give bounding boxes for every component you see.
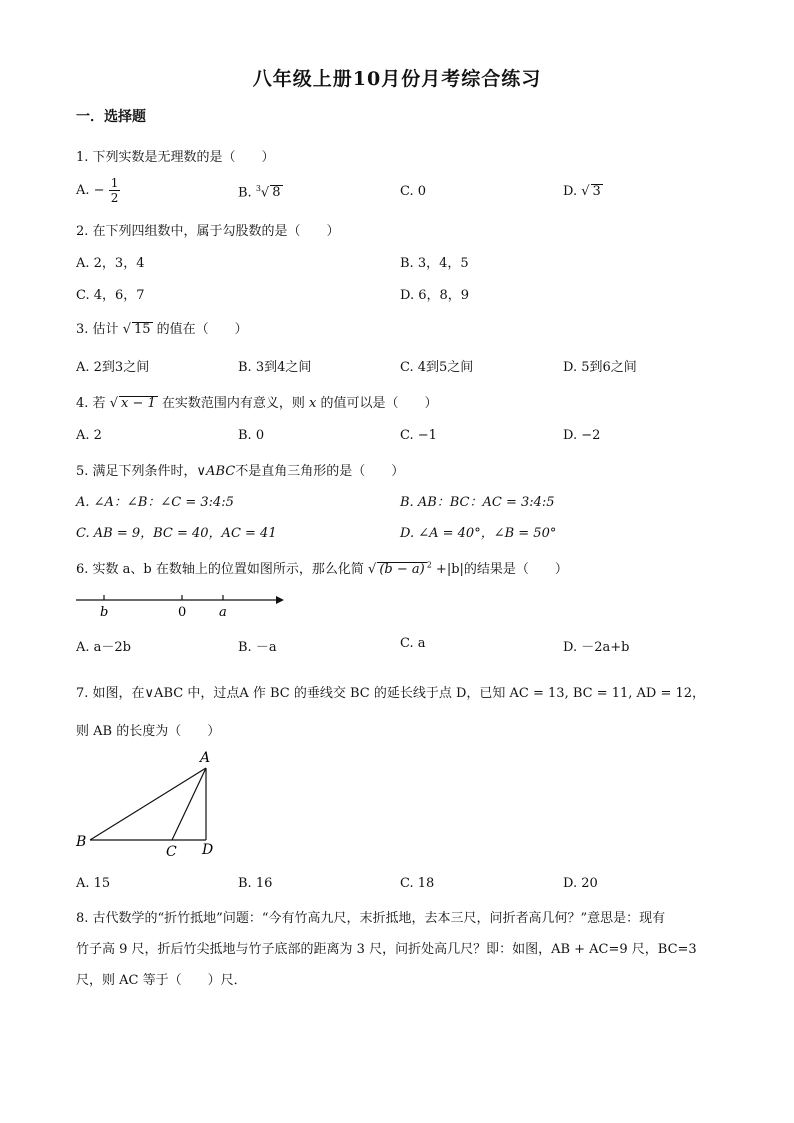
exponent: 2 — [426, 560, 432, 570]
q5-option-b: B. AB：BC：AC = 3:4:5 — [400, 495, 555, 510]
q5-option-c: C. AB = 9，BC = 40，AC = 41 — [76, 526, 277, 541]
radical-sign: √ — [109, 396, 118, 411]
question-2-stem: 2. 在下列四组数中，属于勾股数的是（ ） — [76, 224, 340, 239]
q4-option-b: B. 0 — [238, 428, 265, 443]
section-heading: 一．选择题 — [76, 109, 146, 125]
q2-option-a: A. 2，3，4 — [76, 256, 145, 271]
q4-option-a: A. 2 — [76, 428, 102, 443]
question-7-line-2: 则 AB 的长度为（ ） — [76, 724, 221, 739]
label-b: b — [100, 605, 109, 620]
vertex-d-label: D — [202, 842, 214, 858]
radical-sign: √ — [368, 562, 377, 577]
radicand: 8 — [272, 185, 281, 201]
triangle-figure — [70, 748, 230, 862]
q6-option-d: D. －2a+b — [563, 640, 630, 655]
number-line-figure — [72, 590, 287, 620]
label-a: a — [219, 605, 227, 620]
question-8-line-1: 8. 古代数学的“折竹抵地”问题：“今有竹高九尺，末折抵地，去本三尺，问折者高几何？”意思是：现有 — [76, 911, 666, 926]
minus-sign: − — [93, 183, 105, 198]
q3-option-a: A. 2到3之间 — [76, 360, 150, 375]
vertex-c-label: C — [166, 844, 177, 860]
q3-option-c: C. 4到5之间 — [400, 360, 474, 375]
vertex-b-label: B — [76, 834, 87, 850]
question-5-stem: 5. 满足下列条件时，∨ABC不是直角三角形的是（ ） — [76, 464, 405, 479]
q5-option-d: D. ∠A = 40°，∠B = 50° — [400, 526, 557, 541]
q1-option-b — [238, 184, 283, 200]
q4-option-c: C. −1 — [400, 428, 437, 443]
radical-sign: √ — [581, 184, 590, 199]
question-6-stem: 6. 实数 a、b 在数轴上的位置如图所示，那么化简 √ (b − a) $^2$ +|b|的结果是（ ） — [76, 560, 568, 577]
q2-option-d: D. 6，8，9 — [400, 288, 470, 303]
fraction: $\frac{1}{2}$ — [110, 176, 119, 205]
q1-option-c: C. 0 — [400, 184, 427, 199]
option-label: A. — [76, 183, 90, 198]
q7-option-a: A. 15 — [76, 876, 111, 891]
q3-option-d: D. 5到6之间 — [563, 360, 637, 375]
question-7-line-1: 7. 如图，在∨ABC 中，过点A 作 BC 的垂线交 BC 的延长线于点 D，已知 AC = 13, BC = 11, AD = 12， — [76, 686, 706, 701]
radicand: x − 1 — [120, 396, 156, 411]
radicand: (b − a) — [379, 562, 425, 577]
vertex-a-label: A — [200, 750, 211, 766]
q3-option-b: B. 3到4之间 — [238, 360, 312, 375]
q7-option-b: B. 16 — [238, 876, 273, 891]
q1-option-a — [76, 176, 120, 205]
root-index: 3 — [255, 184, 261, 193]
radical-sign: √ — [260, 185, 270, 201]
q2-option-c: C. 4，6，7 — [76, 288, 145, 303]
page-title: 八年级上册10月份月考综合练习 — [252, 68, 542, 90]
triangle-symbol: ∨ABC — [196, 464, 236, 479]
radical-sign: √ — [122, 322, 131, 337]
q6-option-c: C. a — [400, 636, 426, 651]
q6-option-a: A. a－2b — [76, 640, 131, 655]
radicand: 15 — [133, 322, 151, 337]
question-3-stem: 3. 估计 √ 15 的值在（ ） — [76, 322, 248, 337]
q1-option-d — [563, 184, 603, 199]
variable: x — [309, 396, 317, 411]
q7-option-c: C. 18 — [400, 876, 435, 891]
q4-option-d: D. −2 — [563, 428, 601, 443]
radicand: 3 — [592, 184, 601, 199]
question-1-stem: 1. 下列实数是无理数的是（ ） — [76, 150, 275, 165]
question-4-stem: 4. 若 √ x − 1 在实数范围内有意义，则 x 的值可以是（ ） — [76, 396, 438, 411]
q5-option-a: A. ∠A：∠B：∠C = 3:4:5 — [76, 495, 234, 510]
question-8-line-3: 尺，则 AC 等于（ ）尺． — [76, 973, 247, 988]
q6-option-b: B. －a — [238, 640, 277, 655]
option-label: D. — [563, 184, 578, 199]
q2-option-b: B. 3，4，5 — [400, 256, 469, 271]
axis-arrow-icon — [276, 596, 284, 604]
option-label: B. — [238, 185, 252, 201]
question-8-line-2: 竹子高 9 尺，折后竹尖抵地与竹子底部的距离为 3 尺，问折处高几尺？即：如图，AB + AC=9 尺，BC=3 — [76, 942, 697, 957]
label-0: 0 — [178, 605, 187, 620]
q7-option-d: D. 20 — [563, 876, 598, 891]
